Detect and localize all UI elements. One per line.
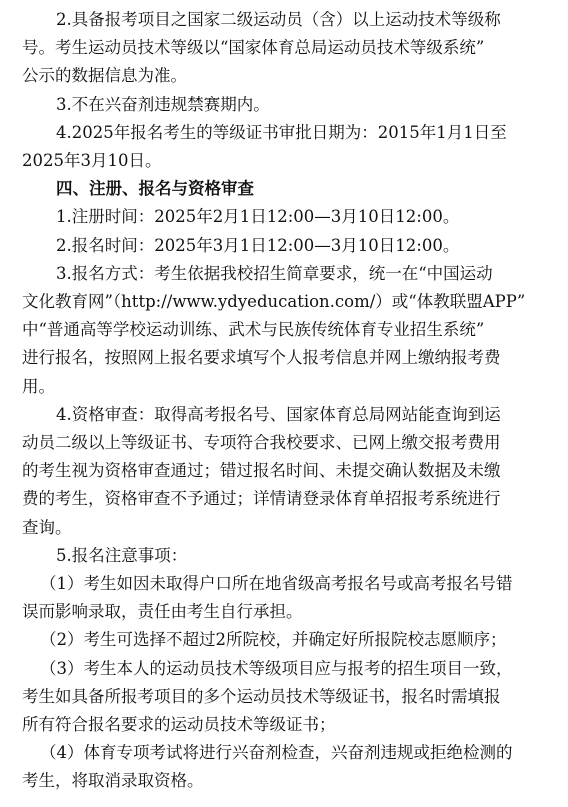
text-line: 进行报名，按照网上报名要求填写个人报考信息并网上缴纳报考费: [22, 348, 501, 367]
text-line: 费的考生，资格审查不予通过；详情请登录体育单招报考系统进行: [22, 489, 501, 508]
text-line: （2）考生可选择不超过2所院校，并确定好所报院校志愿顺序；: [40, 630, 507, 649]
text-line: （1）考生如因未取得户口所在地省级高考报名号或高考报名号错: [40, 574, 513, 593]
text-line: 4.资格审查：取得高考报名号、国家体育总局网站能查询到运: [56, 405, 501, 424]
text-line: （3）考生本人的运动员技术等级项目应与报考的招生项目一致，: [40, 659, 513, 678]
text-line: 号。考生运动员技术等级以“国家体育总局运动员技术等级系统”: [22, 38, 485, 57]
text-line: 动员二级以上等级证书、专项符合我校要求、已网上缴交报考费用: [22, 433, 501, 452]
text-line: 2025年3月10日。: [22, 151, 162, 170]
text-line: 用。: [22, 377, 55, 396]
text-line: 的考生视为资格审查通过；错过报名时间、未提交确认数据及未缴: [22, 461, 501, 480]
text-line: 1.注册时间：2025年2月1日12:00—3月10日12:00。: [56, 207, 460, 226]
text-line: 公示的数据信息为准。: [22, 66, 187, 85]
text-line: 3.不在兴奋剂违规禁赛期内。: [56, 95, 270, 114]
text-line: 误而影响录取，责任由考生自行承担。: [22, 602, 303, 621]
text-line: 2.具备报考项目之国家二级运动员（含）以上运动技术等级称: [56, 10, 501, 29]
text-line: 4.2025年报名考生的等级证书审批日期为：2015年1月1日至: [56, 123, 507, 142]
section-heading: 四、注册、报名与资格审查: [56, 179, 254, 198]
text-line: 文化教育网”（http://www.ydyeducation.com/）或“体教联盟APP”: [22, 292, 526, 311]
text-line: 3.报名方式：考生依据我校招生简章要求，统一在“中国运动: [56, 264, 493, 283]
text-line: 考生如具备所报考项目的多个运动员技术等级证书，报名时需填报: [22, 687, 501, 706]
text-line: 5.报名注意事项：: [56, 546, 188, 565]
text-line: 考生，将取消录取资格。: [22, 771, 204, 790]
text-line: 所有符合报名要求的运动员技术等级证书；: [22, 715, 336, 734]
text-line: 2.报名时间：2025年3月1日12:00—3月10日12:00。: [56, 236, 460, 255]
text-line: 中“普通高等学校运动训练、武术与民族传统体育专业招生系统”: [22, 320, 485, 339]
text-line: 查询。: [22, 518, 72, 537]
text-line: （4）体育专项考试将进行兴奋剂检查，兴奋剂违规或拒绝检测的: [40, 743, 513, 762]
